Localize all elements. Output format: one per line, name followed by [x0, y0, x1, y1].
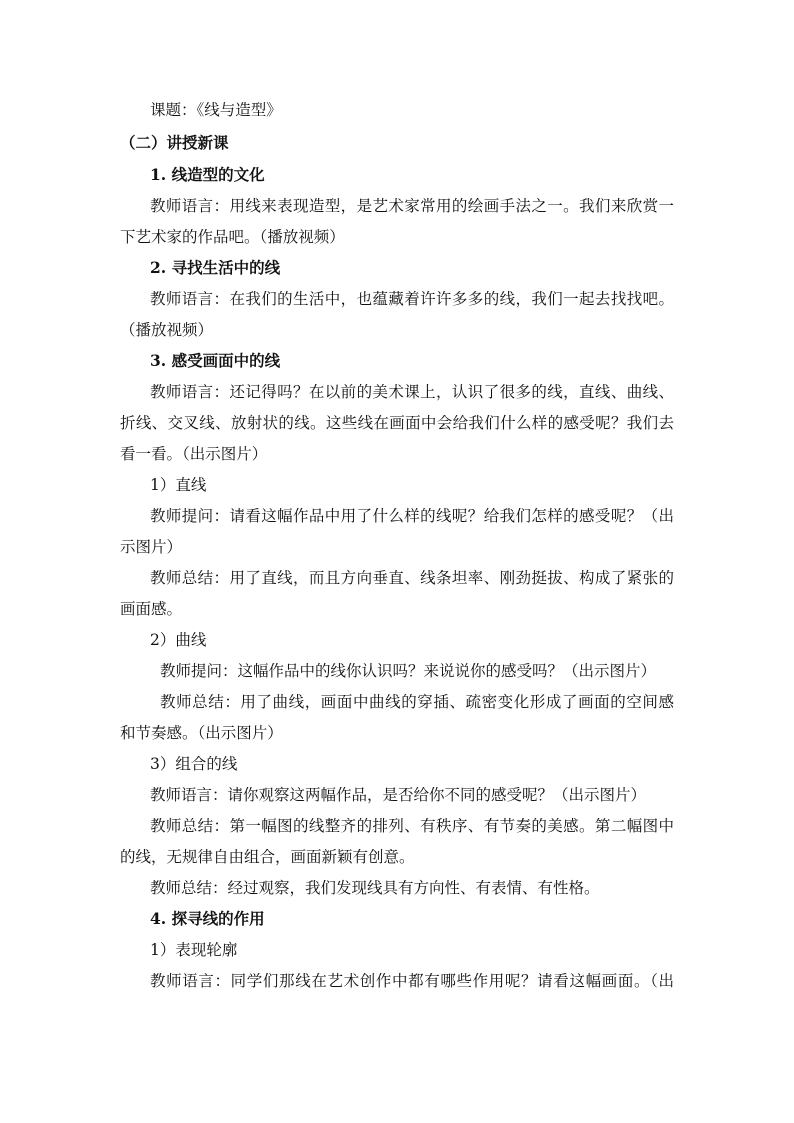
item-heading: 1）直线 [150, 476, 207, 494]
paragraph-line: 画面感。 [120, 600, 183, 618]
paragraph-line: 教师总结：用了直线，而且方向垂直、线条坦率、刚劲挺拔、构成了紧张的 [150, 569, 674, 587]
paragraph-line: 教师语言：同学们那线在艺术创作中都有哪些作用呢？请看这幅画面。（出 [150, 972, 674, 990]
lesson-title: 课题：《线与造型》 [150, 101, 282, 119]
paragraph-line: 教师总结：第一幅图的线整齐的排列、有秩序、有节奏的美感。第二幅图中 [150, 817, 674, 835]
paragraph-line: 教师语言：用线来表现造型，是艺术家常用的绘画手法之一。我们来欣赏一 [150, 197, 674, 215]
item-heading: 3）组合的线 [150, 755, 238, 773]
paragraph-line: 和节奏感。（出示图片） [120, 724, 283, 742]
subsection-heading: 3. 感受画面中的线 [150, 351, 281, 370]
paragraph-line: 的线，无规律自由组合，画面新颖有创意。 [120, 848, 415, 866]
paragraph-line: 教师语言：还记得吗？在以前的美术课上，认识了很多的线，直线、曲线、 [150, 383, 674, 401]
paragraph-line: 教师总结：用了曲线，画面中曲线的穿插、疏密变化形成了画面的空间感 [160, 693, 674, 711]
subsection-heading: 4. 探寻线的作用 [150, 909, 265, 928]
paragraph-line: 教师提问：请看这幅作品中用了什么样的线呢？给我们怎样的感受呢？（出 [150, 507, 674, 525]
paragraph-line: 教师语言：请你观察这两幅作品，是否给你不同的感受呢？（出示图片） [150, 786, 647, 804]
section-heading: （二）讲授新课 [120, 133, 229, 152]
paragraph-line: 折线、交叉线、放射状的线。这些线在画面中会给我们什么样的感受呢？我们去 [120, 414, 674, 432]
paragraph-line: 教师语言：在我们的生活中，也蕴藏着许许多多的线，我们一起去找找吧。 [150, 290, 674, 308]
paragraph-line: 看一看。（出示图片） [120, 445, 268, 463]
item-heading: 1）表现轮廓 [150, 941, 238, 959]
paragraph-line: 教师提问：这幅作品中的线你认识吗？来说说你的感受吗？（出示图片） [160, 662, 657, 680]
paragraph-line: （播放视频） [120, 321, 214, 339]
subsection-heading: 2. 寻找生活中的线 [150, 258, 281, 277]
paragraph-line: 下艺术家的作品吧。（播放视频） [120, 228, 345, 246]
paragraph-line: 示图片） [120, 538, 183, 556]
item-heading: 2）曲线 [150, 631, 207, 649]
paragraph-line: 教师总结：经过观察，我们发现线具有方向性、有表情、有性格。 [150, 879, 600, 897]
subsection-heading: 1. 线造型的文化 [150, 165, 265, 184]
